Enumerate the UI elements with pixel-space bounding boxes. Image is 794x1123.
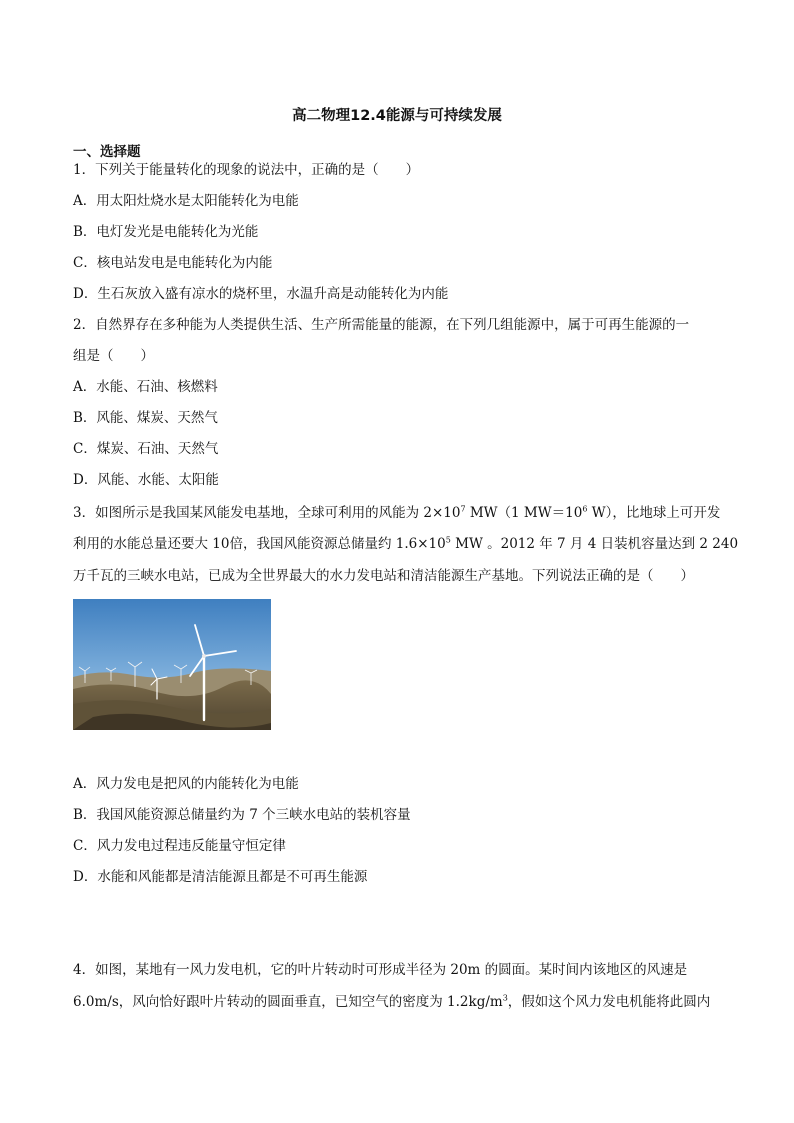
q2-option-c: C．煤炭、石油、天然气 — [73, 441, 219, 457]
q4-stem-line2 — [73, 993, 710, 1011]
q2-option-d: D．风能、水能、太阳能 — [73, 472, 219, 488]
page-title: 高二物理12.4能源与可持续发展 — [292, 108, 502, 124]
q1-option-c: C．核电站发电是电能转化为内能 — [73, 255, 273, 271]
q1-option-b: B．电灯发光是电能转化为光能 — [73, 224, 259, 240]
q1-option-a: A．用太阳灶烧水是太阳能转化为电能 — [73, 193, 299, 209]
q3-option-c: C．风力发电过程违反能量守恒定律 — [73, 838, 286, 854]
section-heading: 一、选择题 — [73, 144, 141, 160]
q3-exponent: 5 — [445, 535, 451, 545]
q3-option-a: A．风力发电是把风的内能转化为电能 — [73, 776, 299, 792]
q3-option-d: D．水能和风能都是清洁能源且都是不可再生能源 — [73, 869, 368, 885]
q2-option-a: A．水能、石油、核燃料 — [73, 379, 218, 395]
q2-stem-line1: 2．自然界存在多种能为人类提供生活、生产所需能量的能源，在下列几组能源中，属于可再生能源的一 — [73, 317, 690, 333]
q3-option-b: B．我国风能资源总储量约为 7 个三峡水电站的装机容量 — [73, 807, 411, 823]
q3-text-part: 3．如图所示是我国某风能发电基地，全球可利用的风能为 2×10 — [73, 505, 461, 521]
q3-text-part: MW 。2012 年 7 月 4 日装机容量达到 2 240 — [450, 536, 739, 552]
q3-stem-line1 — [73, 504, 720, 522]
q3-text-part: MW（1 MW＝10 — [465, 505, 583, 521]
q1-stem: 1．下列关于能量转化的现象的说法中，正确的是（ ） — [73, 162, 420, 178]
q3-stem-line3: 万千瓦的三峡水电站，已成为全世界最大的水力发电站和清洁能源生产基地。下列说法正确的是（ ） — [73, 568, 694, 584]
q2-option-b: B．风能、煤炭、天然气 — [73, 410, 218, 426]
q4-text-part: 6.0m/s，风向恰好跟叶片转动的圆面垂直，已知空气的密度为 1.2kg/m — [73, 994, 503, 1010]
q3-exponent: 6 — [582, 504, 588, 514]
q3-exponent: 7 — [460, 504, 466, 514]
q4-exponent: 3 — [502, 993, 508, 1003]
wind-farm-photo — [73, 599, 271, 730]
q3-text-part: 利用的水能总量还要大 10倍，我国风能资源总储量约 1.6×10 — [73, 536, 446, 552]
q3-stem-line2 — [73, 535, 738, 553]
q4-text-part: ，假如这个风力发电机能将此圆内 — [507, 994, 711, 1010]
q2-stem-line2: 组是（ ） — [73, 348, 154, 364]
q4-stem-line1: 4．如图，某地有一风力发电机，它的叶片转动时可形成半径为 20m 的圆面。某时间内该地区的风速是 — [73, 962, 688, 978]
q1-option-d: D．生石灰放入盛有凉水的烧杯里，水温升高是动能转化为内能 — [73, 286, 449, 302]
q3-text-part: W），比地球上可开发 — [587, 505, 721, 521]
